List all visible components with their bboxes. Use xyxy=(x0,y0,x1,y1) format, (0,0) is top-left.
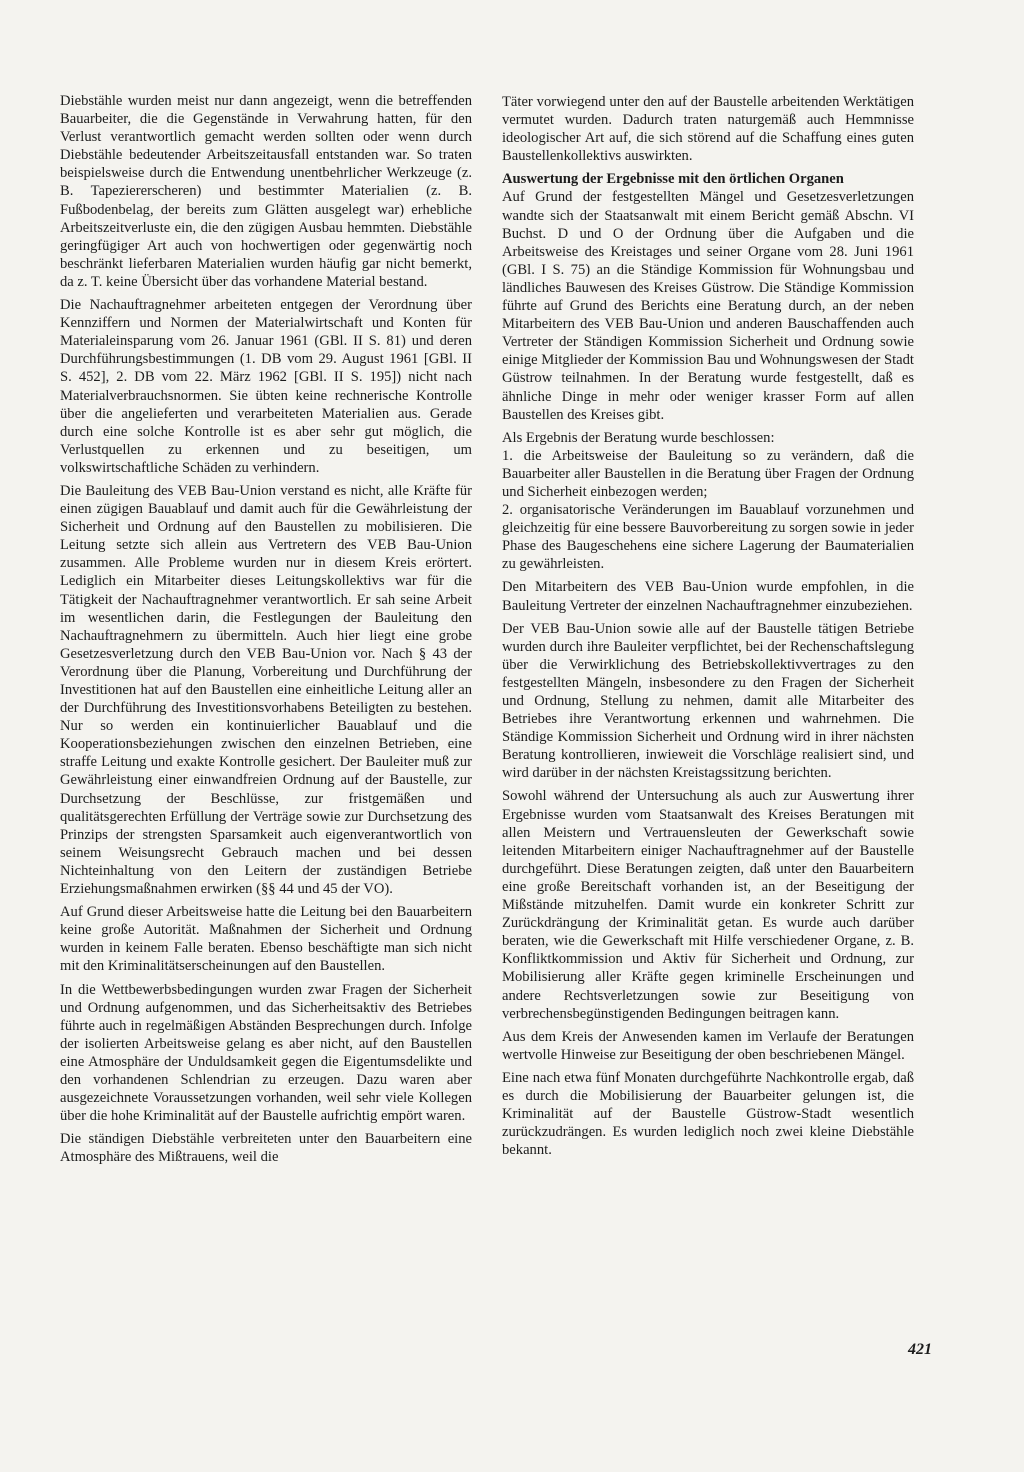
paragraph: Eine nach etwa fünf Monaten durchgeführte Nachkontrolle ergab, daß es durch die Mobilisierung der Bauarbeiter gelungen ist, die Kriminalität auf der Baustelle Güstrow-Stadt wesentlich zurückzudrängen. Es wurden lediglich noch zwei kleine Diebstähle bekannt. xyxy=(502,1069,914,1159)
section-heading: Auswertung der Ergebnisse mit den örtlichen Organen xyxy=(502,171,844,188)
list-item: 1. die Arbeitsweise der Bauleitung so zu verändern, daß die Bauarbeiter aller Baustellen in die Beratung über Fragen der Ordnung und Sicherheit einbezogen werden; xyxy=(502,447,914,500)
paragraph: Den Mitarbeitern des VEB Bau-Union wurde empfohlen, in die Bauleitung Vertreter der einzelnen Nachauftragnehmer einzubeziehen. xyxy=(502,579,914,614)
paragraph: Auf Grund der festgestellten Mängel und Gesetzesverletzungen wandte sich der Staatsanwalt mit einem Bericht gemäß Abschn. VI Buchst. D und O der Ordnung über die Aufgaben und die Arbeitsweise des Kreistages und seiner Organe vom 28. Juni 1961 (GBl. I S. 75) an die Ständige Kommission für Wohnungsbau und ländliches Bauwesen des Kreises Güstrow. Die Ständige Kommission führte auf Grund des Berichts eine Beratung durch, an der neben Mitarbeitern des VEB Bau-Union und anderen Bauschaffenden auch Vertreter der Ständigen Kommission Sicherheit und Ordnung sowie einige Mitglieder der Kommission Bau und Wohnungswesen der Stadt Güstrow teilnahmen. In der Beratung wurde festgestellt, daß es ähnliche Dinge in mehr oder weniger krasser Form auf allen Baustellen des Kreises gibt. xyxy=(502,189,914,423)
paragraph: Als Ergebnis der Beratung wurde beschlossen: xyxy=(502,429,775,446)
left-column xyxy=(60,92,472,1171)
paragraph: Diebstähle wurden meist nur dann angezeigt, wenn die betreffenden Bauarbeiter, die die Gegenstände in Verwahrung hatten, für den Verlust verantwortlich gemacht werden sollten oder wenn durch Diebstähle bedeutender Arbeitszeitausfall entstanden war. So traten beispielsweise durch die Entwendung unentbehrlicher Werkzeuge (z. B. Tapeziererscheren) und bestimmter Materialien (z. B. Fußbodenbelag, der bereits zum Glätten ausgelegt war) erhebliche Arbeitszeitverluste ein, die den zügigen Ausbau hemmten. Diebstähle geringfügiger Art auch von hochwertigen oder gegenwärtig noch beschränkt lieferbaren Materialien wurden häufig gar nicht bemerkt, da z. T. keine Übersicht über das vorhandene Material bestand. xyxy=(60,93,472,290)
paragraph: Aus dem Kreis der Anwesenden kamen im Verlaufe der Beratungen wertvolle Hinweise zur Beseitigung der oben beschriebenen Mängel. xyxy=(502,1028,914,1063)
paragraph: Täter vorwiegend unter den auf der Baustelle arbeitenden Werktätigen vermutet wurden. Dadurch traten naturgemäß auch Hemmnisse ideologischer Art auf, die sich störend auf die Schaffung eines guten Baustellenkollektivs auswirkten. xyxy=(502,94,914,165)
paragraph: Die Bauleitung des VEB Bau-Union verstand es nicht, alle Kräfte für einen zügigen Bauablauf und damit auch für die Gewährleistung der Sicherheit und Ordnung auf den Baustellen zu mobilisieren. Die Leitung setzte sich allein aus Vertretern des VEB Bau-Union zusammen. Alle Probleme wurden nur in diesem Kreis erörtert. Lediglich ein Mitarbeiter dieses Leitungskollektivs war für die Tätigkeit der Nachauftragnehmer verantwortlich. Er sah seine Arbeit im wesentlichen darin, die Festlegungen der Bauleitung den Nachauftragnehmern zu übermitteln. Auch hier liegt eine grobe Gesetzesverletzung durch den VEB Bau-Union vor. Nach § 43 der Verordnung über die Planung, Vorbereitung und Durchführung der Investitionen hat auf den Baustellen eine einheitliche Leitung aller an der Durchführung des Investitionsvorhabens Beteiligten zu bestehen. Nur so werden ein kontinuierlicher Bauablauf und die Kooperationsbeziehungen zwischen den einzelnen Betrieben, eine straffe Leitung und exakte Kontrolle gesichert. Der Bauleiter muß zur Gewährleistung einer einwandfreien Ordnung auf der Baustelle, zur Durchsetzung der Beschlüsse, zur fristgemäßen und qualitätsgerechten Erfüllung der Verträge sowie zur Durchsetzung des Prinzips der strengsten Sparsamkeit auch eigenverantwortlich von seinem Weisungsrecht Gebrauch machen und bei dessen Nichteinhaltung von den Leitern der zuständigen Betriebe Erziehungsmaßnahmen erwirken (§§ 44 und 45 der VO). xyxy=(60,482,472,898)
right-column xyxy=(502,93,914,1164)
paragraph: Die ständigen Diebstähle verbreiteten unter den Bauarbeitern eine Atmosphäre des Mißtrauens, weil die xyxy=(60,1131,472,1166)
paragraph: In die Wettbewerbsbedingungen wurden zwar Fragen der Sicherheit und Ordnung aufgenommen, und das Sicherheitsaktiv des Betriebes führte auch in regelmäßigen Abständen Besprechungen durch. Infolge der isolierten Arbeitsweise gelang es aber nicht, auf den Baustellen eine Atmosphäre der Unduldsamkeit gegen die Eigentumsdelikte und den vorhandenen Schlendrian zu erzeugen. Dazu waren aber ausgezeichnete Voraussetzungen vorhanden, weil sehr viele Kollegen über die hohe Kriminalität auf der Baustelle aufrichtig empört waren. xyxy=(60,981,472,1125)
paragraph: Die Nachauftragnehmer arbeiteten entgegen der Verordnung über Kennziffern und Normen der Materialwirtschaft und Konten für Materialeinsparung vom 26. Januar 1961 (GBl. II S. 81) und deren Durchführungsbestimmungen (1. DB vom 29. August 1961 [GBl. II S. 452], 2. DB vom 22. März 1962 [GBl. II S. 195]) nicht nach Materialverbrauchsnormen. Sie übten keine rechnerische Kontrolle über die angelieferten und verarbeiteten Materialien aus. Gerade durch eine solche Kontrolle ist es aber sehr gut möglich, die Verlustquellen zu erkennen und zu beseitigen, um volkswirtschaftliche Schäden zu verhindern. xyxy=(60,297,472,476)
paragraph: Sowohl während der Untersuchung als auch zur Auswertung ihrer Ergebnisse wurden vom Staatsanwalt des Kreises Beratungen mit allen Meistern und Vertrauensleuten der Gewerkschaft sowie leitenden Mitarbeitern einiger Nachauftragnehmer auf der Baustelle durchgeführt. Diese Beratungen zeigten, daß unter den Bauarbeitern eine große Bereitschaft vorhanden ist, an der Beseitigung der Mißstände mitzuhelfen. Damit wurde ein konkreter Schritt zur Zurückdrängung der Kriminalität getan. Es wurde auch darüber beraten, wie die Gewerkschaft mit Hilfe verschiedener Organe, z. B. Konfliktkommission und Aktiv für Sicherheit und Ordnung, zur Mobilisierung aller Kräfte gegen kriminelle Erscheinungen und andere Rechtsverletzungen sowie zur Beseitigung von verbrechensbegünstigenden Bedingungen beitragen kann. xyxy=(502,788,914,1022)
paragraph: Auf Grund dieser Arbeitsweise hatte die Leitung bei den Bauarbeitern keine große Autorität. Maßnahmen der Sicherheit und Ordnung wurden in keinem Falle beraten. Ebenso beschäftigte man sich nicht mit den Kriminalitätserscheinungen auf den Baustellen. xyxy=(60,904,472,975)
list-item: 2. organisatorische Veränderungen im Bauablauf vorzunehmen und gleichzeitig für eine bessere Bauvorbereitung zu sorgen sowie in jeder Phase des Baugeschehens eine sichere Lagerung der Baumaterialien zu gewährleisten. xyxy=(502,502,914,573)
page-number: 421 xyxy=(908,1341,932,1358)
paragraph: Der VEB Bau-Union sowie alle auf der Baustelle tätigen Betriebe wurden durch ihre Bauleiter verpflichtet, bei der Rechenschaftslegung über die Verwirklichung des Betriebskollektivvertrages zu den festgestellten Mängeln, insbesondere zu den Fragen der Sicherheit und Ordnung, Stellung zu nehmen, damit alle Mitarbeiter des Betriebes ihre Verantwortung erkennen und wahrnehmen. Die Ständige Kommission Sicherheit und Ordnung wird in ihrer nächsten Beratung kontrollieren, inwieweit die Vorschläge realisiert sind, und wird darüber in der nächsten Kreistagssitzung berichten. xyxy=(502,620,914,782)
